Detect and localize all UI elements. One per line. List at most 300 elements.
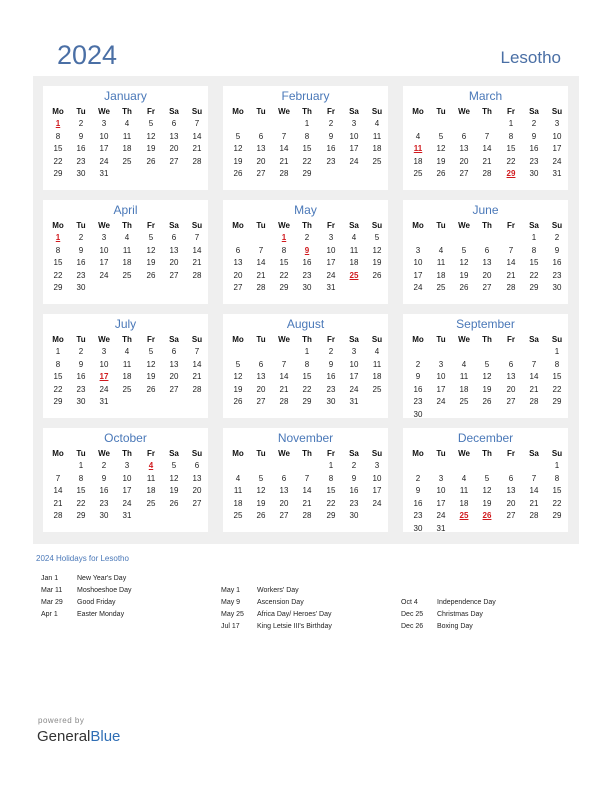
day-cell: 10 — [372, 473, 382, 483]
day-cell: 20 — [233, 270, 243, 280]
weekday-header: Su — [551, 449, 563, 458]
day-cell: 19 — [233, 156, 243, 166]
day-cell: 27 — [279, 511, 289, 520]
day-cell: 5 — [148, 119, 154, 128]
day-cell: 29 — [302, 169, 312, 178]
day-cell: 16 — [326, 144, 336, 153]
day-cell: 3 — [124, 461, 130, 470]
day-cell: 2 — [351, 461, 357, 470]
day-cell: 30 — [349, 511, 359, 520]
day-cell: 28 — [482, 169, 492, 178]
weekday-header: Mo — [232, 221, 244, 230]
day-cell: 17 — [436, 384, 446, 394]
day-cell: 11 — [233, 486, 243, 495]
day-cell: 2 — [328, 347, 334, 356]
day-cell: 4 — [461, 473, 467, 483]
weekday-header: We — [458, 107, 470, 116]
day-cell: 21 — [529, 384, 539, 394]
day-cell: 5 — [258, 473, 264, 483]
day-cell: 6 — [171, 233, 177, 242]
weekday-header: Tu — [76, 107, 86, 116]
day-cell: 31 — [326, 283, 336, 292]
day-cell: 14 — [302, 486, 312, 495]
holiday-date: May 25 — [221, 611, 244, 618]
day-cell: 20 — [506, 384, 516, 394]
weekday-header: Th — [302, 335, 312, 344]
month-title: November — [277, 431, 334, 445]
day-cell: 24 — [436, 511, 446, 520]
day-cell: 15 — [53, 372, 63, 381]
day-cell: 2 — [415, 359, 421, 369]
day-cell: 8 — [531, 245, 537, 255]
day-cell: 19 — [146, 144, 156, 153]
day-cell: 10 — [436, 486, 446, 495]
holiday-date: Jul 17 — [221, 623, 240, 630]
day-cell: 11 — [436, 258, 446, 267]
day-cell: 28 — [279, 169, 289, 178]
holiday-name: New Year's Day — [77, 575, 127, 582]
day-cell: 29 — [76, 511, 86, 520]
weekday-header: We — [278, 449, 290, 458]
day-cell: 23 — [302, 270, 312, 280]
day-cell: 9 — [351, 473, 357, 483]
day-cell: 18 — [372, 372, 382, 381]
day-cell: 24 — [99, 384, 109, 394]
day-cell: 3 — [438, 473, 444, 483]
day-cell: 10 — [552, 131, 562, 141]
weekday-header: Th — [122, 335, 132, 344]
day-cell: 19 — [233, 384, 243, 394]
day-cell: 29 — [552, 397, 562, 406]
day-cell: 15 — [302, 372, 312, 381]
day-cell: 13 — [192, 473, 202, 483]
day-cell: 24 — [326, 270, 336, 280]
holiday-day: 1 — [55, 233, 61, 242]
weekday-header: Tu — [436, 107, 446, 116]
day-cell: 29 — [279, 283, 289, 292]
day-cell: 27 — [169, 270, 179, 280]
day-cell: 7 — [281, 131, 287, 141]
holiday-day: 1 — [55, 119, 61, 128]
day-cell: 27 — [482, 283, 492, 292]
day-cell: 23 — [326, 156, 336, 166]
day-cell: 26 — [146, 384, 156, 394]
day-cell: 1 — [55, 347, 61, 356]
day-cell: 8 — [55, 245, 61, 255]
month-title: October — [104, 431, 147, 445]
day-cell: 3 — [554, 119, 560, 128]
brand-general: General — [37, 728, 91, 745]
holiday-day: 17 — [99, 372, 109, 381]
holiday-day: 1 — [281, 233, 287, 242]
day-cell: 20 — [169, 258, 179, 267]
weekday-header: Sa — [529, 221, 539, 230]
day-cell: 25 — [146, 498, 156, 508]
month-february — [223, 86, 388, 190]
day-cell: 15 — [53, 144, 63, 153]
day-cell: 4 — [235, 473, 241, 483]
day-cell: 17 — [436, 498, 446, 508]
weekday-header: Tu — [76, 449, 86, 458]
day-cell: 28 — [302, 511, 312, 520]
day-cell: 11 — [459, 486, 469, 495]
weekday-header: We — [458, 449, 470, 458]
weekday-header: Su — [371, 221, 383, 230]
day-cell: 7 — [194, 233, 200, 242]
brand-logo[interactable] — [37, 728, 120, 745]
day-cell: 16 — [302, 258, 312, 267]
weekday-header: We — [98, 221, 110, 230]
day-cell: 10 — [99, 131, 109, 141]
day-cell: 11 — [349, 245, 359, 255]
day-cell: 1 — [328, 461, 334, 470]
weekday-header: Fr — [147, 221, 155, 230]
day-cell: 6 — [171, 119, 177, 128]
day-cell: 29 — [529, 283, 539, 292]
day-cell: 20 — [459, 156, 469, 166]
day-cell: 21 — [279, 156, 289, 166]
weekday-header: Fr — [507, 335, 515, 344]
weekday-header: Su — [191, 107, 203, 116]
day-cell: 9 — [415, 486, 421, 495]
day-cell: 30 — [76, 397, 86, 406]
holiday-name: King Letsie III's Birthday — [257, 623, 332, 630]
day-cell: 1 — [531, 233, 537, 242]
day-cell: 7 — [194, 119, 200, 128]
day-cell: 17 — [372, 486, 382, 495]
day-cell: 5 — [484, 473, 490, 483]
weekday-header: Su — [371, 107, 383, 116]
day-cell: 8 — [55, 359, 61, 369]
holiday-date: May 1 — [221, 587, 241, 594]
day-cell: 13 — [169, 359, 179, 369]
day-cell: 20 — [506, 498, 516, 508]
day-cell: 27 — [459, 169, 469, 178]
day-cell: 7 — [194, 347, 200, 356]
holiday-date: May 9 — [221, 599, 241, 606]
year-title: 2024 — [57, 40, 118, 70]
day-cell: 4 — [124, 119, 130, 128]
day-cell: 26 — [233, 397, 243, 406]
day-cell: 17 — [122, 486, 132, 495]
holiday-day: 29 — [506, 169, 516, 178]
day-cell: 19 — [256, 498, 266, 508]
day-cell: 5 — [461, 245, 467, 255]
day-cell: 15 — [552, 372, 562, 381]
day-cell: 18 — [233, 498, 243, 508]
day-cell: 23 — [413, 511, 423, 520]
day-cell: 22 — [76, 498, 86, 508]
weekday-header: Su — [191, 221, 203, 230]
day-cell: 10 — [99, 245, 109, 255]
day-cell: 31 — [99, 169, 109, 178]
day-cell: 13 — [233, 258, 243, 267]
weekday-header: Th — [122, 221, 132, 230]
day-cell: 12 — [146, 131, 156, 141]
weekday-header: Sa — [349, 335, 359, 344]
day-cell: 22 — [279, 270, 289, 280]
day-cell: 7 — [531, 359, 537, 369]
day-cell: 21 — [256, 270, 266, 280]
day-cell: 18 — [372, 144, 382, 153]
day-cell: 10 — [99, 359, 109, 369]
day-cell: 25 — [413, 169, 423, 178]
day-cell: 15 — [326, 486, 336, 495]
day-cell: 9 — [78, 245, 84, 255]
day-cell: 12 — [482, 372, 492, 381]
day-cell: 6 — [508, 473, 514, 483]
day-cell: 7 — [304, 473, 310, 483]
day-cell: 11 — [372, 131, 382, 141]
day-cell: 1 — [554, 347, 560, 356]
day-cell: 26 — [146, 156, 156, 166]
day-cell: 15 — [279, 258, 289, 267]
day-cell: 23 — [349, 498, 359, 508]
day-cell: 22 — [552, 384, 562, 394]
month-title: May — [294, 203, 317, 217]
day-cell: 7 — [55, 473, 61, 483]
day-cell: 8 — [328, 473, 334, 483]
day-cell: 12 — [482, 486, 492, 495]
day-cell: 13 — [506, 486, 516, 495]
day-cell: 4 — [351, 233, 357, 242]
day-cell: 27 — [169, 156, 179, 166]
weekday-header: Sa — [349, 107, 359, 116]
day-cell: 2 — [554, 233, 560, 242]
weekday-header: We — [278, 107, 290, 116]
weekday-header: Tu — [436, 335, 446, 344]
day-cell: 18 — [122, 372, 132, 381]
weekday-header: Tu — [256, 449, 266, 458]
day-cell: 29 — [552, 511, 562, 520]
holiday-day: 25 — [349, 270, 359, 280]
weekday-header: Su — [551, 335, 563, 344]
day-cell: 23 — [413, 397, 423, 406]
holiday-date: Mar 11 — [41, 587, 63, 594]
holiday-day: 11 — [413, 144, 423, 153]
weekday-header: We — [278, 335, 290, 344]
day-cell: 25 — [372, 156, 382, 166]
day-cell: 4 — [124, 347, 130, 356]
day-cell: 7 — [484, 131, 490, 141]
day-cell: 14 — [506, 258, 516, 267]
day-cell: 22 — [326, 498, 336, 508]
day-cell: 12 — [233, 372, 243, 381]
day-cell: 15 — [76, 486, 86, 495]
day-cell: 10 — [436, 372, 446, 381]
day-cell: 21 — [192, 372, 202, 381]
day-cell: 30 — [413, 523, 423, 533]
day-cell: 13 — [169, 245, 179, 255]
weekday-header: Sa — [169, 107, 179, 116]
day-cell: 14 — [279, 372, 289, 381]
day-cell: 25 — [122, 156, 132, 166]
day-cell: 4 — [374, 119, 380, 128]
day-cell: 9 — [78, 131, 84, 141]
day-cell: 16 — [413, 498, 423, 508]
day-cell: 11 — [146, 473, 156, 483]
weekday-header: Mo — [412, 449, 424, 458]
day-cell: 30 — [413, 409, 423, 419]
day-cell: 3 — [101, 347, 107, 356]
day-cell: 9 — [415, 372, 421, 381]
day-cell: 15 — [302, 144, 312, 153]
day-cell: 16 — [552, 258, 562, 267]
weekday-header: Tu — [256, 107, 266, 116]
powered-by-text: powered by — [38, 716, 85, 725]
weekday-header: Th — [482, 107, 492, 116]
day-cell: 10 — [122, 473, 132, 483]
day-cell: 20 — [192, 486, 202, 495]
day-cell: 25 — [122, 384, 132, 394]
day-cell: 27 — [256, 169, 266, 178]
day-cell: 27 — [256, 397, 266, 406]
weekday-header: Sa — [169, 221, 179, 230]
day-cell: 24 — [436, 397, 446, 406]
month-title: June — [472, 203, 499, 217]
day-cell: 23 — [326, 384, 336, 394]
day-cell: 18 — [349, 258, 359, 267]
day-cell: 12 — [436, 144, 446, 153]
day-cell: 26 — [436, 169, 446, 178]
day-cell: 14 — [53, 486, 63, 495]
month-december — [403, 428, 568, 532]
day-cell: 23 — [529, 156, 539, 166]
day-cell: 6 — [484, 245, 490, 255]
day-cell: 30 — [529, 169, 539, 178]
day-cell: 26 — [482, 397, 492, 406]
day-cell: 14 — [279, 144, 289, 153]
weekday-header: Sa — [529, 449, 539, 458]
holiday-date: Oct 4 — [401, 599, 418, 606]
day-cell: 18 — [146, 486, 156, 495]
day-cell: 25 — [436, 283, 446, 292]
day-cell: 14 — [192, 131, 202, 141]
day-cell: 30 — [552, 283, 562, 292]
day-cell: 30 — [99, 511, 109, 520]
day-cell: 13 — [279, 486, 289, 495]
day-cell: 14 — [192, 359, 202, 369]
day-cell: 21 — [279, 384, 289, 394]
month-title: September — [456, 317, 515, 331]
day-cell: 28 — [192, 384, 202, 394]
holiday-name: Good Friday — [77, 599, 116, 606]
day-cell: 4 — [461, 359, 467, 369]
day-cell: 11 — [122, 245, 132, 255]
holiday-name: Moshoeshoe Day — [77, 587, 132, 594]
holiday-day: 25 — [459, 511, 469, 520]
weekday-header: We — [278, 221, 290, 230]
weekday-header: We — [98, 107, 110, 116]
day-cell: 12 — [146, 359, 156, 369]
day-cell: 28 — [279, 397, 289, 406]
day-cell: 30 — [302, 283, 312, 292]
weekday-header: Fr — [327, 107, 335, 116]
month-august — [223, 314, 388, 418]
day-cell: 12 — [233, 144, 243, 153]
holiday-date: Mar 29 — [41, 599, 63, 606]
day-cell: 12 — [256, 486, 266, 495]
day-cell: 8 — [281, 245, 287, 255]
day-cell: 22 — [53, 156, 63, 166]
day-cell: 14 — [529, 486, 539, 495]
holidays-title: 2024 Holidays for Lesotho — [36, 554, 129, 563]
day-cell: 27 — [506, 511, 516, 520]
weekday-header: Tu — [76, 221, 86, 230]
day-cell: 5 — [438, 131, 444, 141]
day-cell: 1 — [554, 461, 560, 470]
day-cell: 20 — [256, 384, 266, 394]
day-cell: 5 — [484, 359, 490, 369]
day-cell: 8 — [304, 131, 310, 141]
day-cell: 14 — [482, 144, 492, 153]
day-cell: 22 — [53, 384, 63, 394]
day-cell: 19 — [436, 156, 446, 166]
day-cell: 24 — [413, 283, 423, 292]
day-cell: 18 — [459, 384, 469, 394]
day-cell: 6 — [258, 359, 264, 369]
month-june — [403, 200, 568, 304]
month-title: December — [457, 431, 514, 445]
day-cell: 18 — [122, 258, 132, 267]
weekday-header: Mo — [232, 107, 244, 116]
day-cell: 21 — [53, 498, 63, 508]
day-cell: 8 — [304, 359, 310, 369]
day-cell: 13 — [482, 258, 492, 267]
day-cell: 23 — [76, 384, 86, 394]
weekday-header: Th — [482, 335, 492, 344]
day-cell: 4 — [438, 245, 444, 255]
day-cell: 28 — [256, 283, 266, 292]
day-cell: 24 — [122, 498, 132, 508]
day-cell: 11 — [459, 372, 469, 381]
day-cell: 9 — [554, 245, 560, 255]
day-cell: 23 — [99, 498, 109, 508]
day-cell: 4 — [415, 131, 421, 141]
day-cell: 17 — [349, 372, 359, 381]
day-cell: 26 — [233, 169, 243, 178]
day-cell: 6 — [258, 131, 264, 141]
weekday-header: Fr — [327, 221, 335, 230]
month-title: February — [281, 89, 330, 103]
day-cell: 8 — [78, 473, 84, 483]
holiday-name: Christmas Day — [437, 611, 483, 618]
weekday-header: Th — [302, 221, 312, 230]
day-cell: 18 — [122, 144, 132, 153]
month-title: April — [113, 203, 138, 217]
month-january — [43, 86, 208, 190]
weekday-header: Mo — [52, 449, 64, 458]
day-cell: 12 — [459, 258, 469, 267]
day-cell: 27 — [506, 397, 516, 406]
day-cell: 7 — [508, 245, 514, 255]
day-cell: 15 — [53, 258, 63, 267]
weekday-header: We — [458, 221, 470, 230]
day-cell: 24 — [372, 498, 382, 508]
day-cell: 12 — [146, 245, 156, 255]
day-cell: 31 — [436, 523, 446, 533]
weekday-header: Sa — [529, 335, 539, 344]
day-cell: 6 — [194, 461, 200, 470]
weekday-header: We — [98, 449, 110, 458]
day-cell: 21 — [529, 498, 539, 508]
day-cell: 4 — [124, 233, 130, 242]
day-cell: 12 — [372, 245, 382, 255]
day-cell: 9 — [101, 473, 107, 483]
day-cell: 2 — [78, 233, 84, 242]
weekday-header: Su — [371, 335, 383, 344]
day-cell: 19 — [146, 258, 156, 267]
